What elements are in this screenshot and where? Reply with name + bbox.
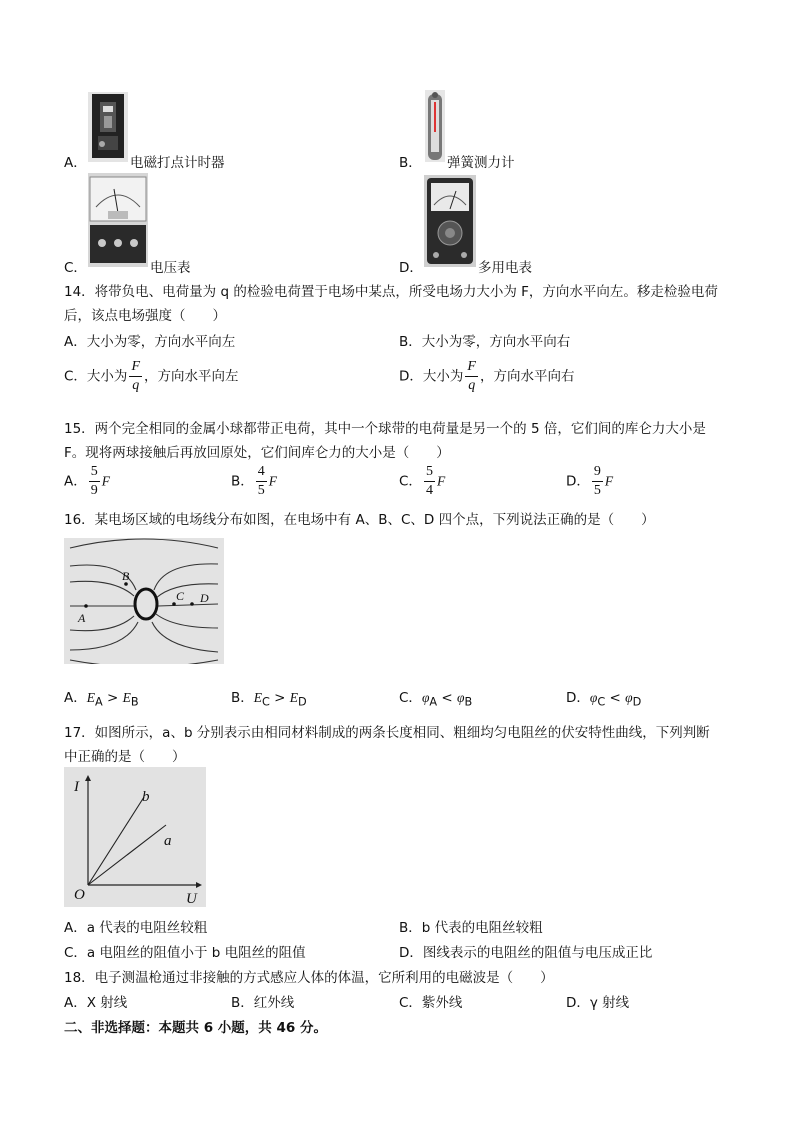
q13-option-d-letter: D． (399, 260, 423, 276)
section-two-heading: 二、非选择题：本题共 6 小题，共 46 分。 (64, 1020, 327, 1036)
operator: > (269, 690, 290, 706)
option-letter: A． (64, 690, 87, 706)
symbol: E (253, 690, 263, 705)
q18-option-d: D．γ 射线 (566, 995, 630, 1011)
fraction-denominator: 4 (425, 483, 433, 498)
q17-stem-line1: 17．如图所示，a、b 分别表示由相同材料制成的两条长度相同、粗细均匀电阻丝的伏安特性曲线，下列判断 (64, 725, 710, 741)
q15-stem-line2: F。现将两球接触后再放回原处，它们间库仑力的大小是（ ） (64, 445, 450, 461)
q14-option-d-prefix: D．大小为 (399, 368, 464, 385)
subscript: A (429, 695, 438, 709)
point-c-label: C (176, 589, 185, 603)
q16-stem: 16．某电场区域的电场线分布如图，在电场中有 A、B、C、D 四个点，下列说法正确的是（ ） (64, 512, 655, 528)
option-letter: A． (64, 473, 87, 490)
fraction-denominator: 5 (257, 483, 265, 498)
subscript: C (597, 695, 606, 709)
point-a-label: A (78, 611, 86, 625)
multimeter-photo (424, 175, 476, 267)
q16-option-c (399, 686, 472, 709)
fraction-numerator: 5 (89, 465, 100, 482)
point-b-label: B (122, 569, 130, 583)
symbol: E (122, 690, 131, 705)
q13-option-c-letter: C． (64, 260, 87, 276)
q14-option-d-suffix: ，方向水平向右 (479, 368, 575, 385)
q14-option-c-suffix: ，方向水平向左 (144, 368, 239, 385)
fraction (592, 465, 603, 498)
fraction-denominator: 9 (90, 483, 98, 498)
q14-option-b: B．大小为零，方向水平向右 (399, 334, 571, 350)
subscript: B (130, 695, 139, 709)
fraction-denominator: q (132, 378, 140, 393)
q18-option-b: B．红外线 (231, 995, 295, 1011)
option-letter: B． (231, 690, 254, 706)
q14-option-a: A．大小为零，方向水平向左 (64, 334, 236, 350)
symbol: E (86, 690, 95, 705)
operator: < (605, 690, 626, 706)
iv-graph (64, 767, 206, 907)
subscript: D (632, 695, 642, 709)
operator: > (102, 690, 123, 706)
option-letter: C． (399, 690, 422, 706)
symbol: φ (421, 690, 430, 705)
fraction-f-over-q (465, 360, 478, 393)
symbol: φ (625, 690, 633, 705)
operator: < (437, 690, 458, 706)
option-letter: C． (399, 473, 422, 490)
q13-option-b-label: 弹簧测力计 (447, 155, 515, 171)
q14-option-d (399, 360, 574, 393)
fraction-numerator: 5 (424, 465, 435, 482)
q14-stem-line2: 后，该点电场强度（ ） (64, 308, 226, 324)
q18-option-a: A．X 射线 (64, 995, 128, 1011)
q15-option-c (399, 465, 445, 498)
q17-option-d: D．图线表示的电阻丝的阻值与电压成正比 (399, 945, 653, 961)
q14-option-c (64, 360, 239, 393)
force-symbol: F (604, 473, 614, 489)
fraction-numerator: 4 (256, 465, 267, 482)
fraction-denominator: 5 (593, 483, 601, 498)
q15-option-d (566, 465, 613, 498)
fraction-numerator: F (129, 360, 142, 377)
q15-option-b (231, 465, 277, 498)
q13-option-b-letter: B． (399, 155, 422, 171)
electric-field-diagram (64, 538, 224, 664)
subscript: C (262, 695, 270, 709)
q13-option-c-label: 电压表 (150, 260, 191, 276)
q16-option-b (231, 686, 307, 709)
fraction-numerator: F (465, 360, 478, 377)
q17-stem-line2: 中正确的是（ ） (64, 749, 186, 765)
q14-option-c-prefix: C．大小为 (64, 368, 128, 385)
line-b-label: b (142, 789, 150, 805)
q15-option-a (64, 465, 110, 498)
q16-option-d (566, 686, 641, 709)
fraction-denominator: q (468, 378, 476, 393)
fraction-f-over-q (129, 360, 142, 393)
fraction (256, 465, 267, 498)
q17-option-b: B．b 代表的电阻丝较粗 (399, 920, 543, 936)
line-a-label: a (164, 833, 172, 849)
q13-option-a-letter: A． (64, 155, 87, 171)
q17-option-a: A．a 代表的电阻丝较粗 (64, 920, 208, 936)
option-letter: D． (566, 473, 590, 490)
option-letter: B． (231, 473, 254, 490)
point-d-label: D (200, 591, 209, 605)
spring-scale-photo (425, 90, 445, 162)
fraction (424, 465, 435, 498)
axis-i-label: I (74, 779, 79, 795)
voltmeter-photo (88, 173, 148, 267)
subscript: A (95, 695, 103, 709)
symbol: φ (457, 690, 465, 705)
q18-stem: 18．电子测温枪通过非接触的方式感应人体的体温，它所利用的电磁波是（ ） (64, 970, 554, 986)
fraction (89, 465, 100, 498)
q17-option-c: C．a 电阻丝的阻值小于 b 电阻丝的阻值 (64, 945, 306, 961)
timer-photo (88, 92, 128, 162)
axis-u-label: U (186, 891, 197, 907)
q16-option-a (64, 686, 139, 709)
fraction-numerator: 9 (592, 465, 603, 482)
symbol: φ (589, 690, 598, 705)
q15-stem-line1: 15．两个完全相同的金属小球都带正电荷，其中一个球带的电荷量是另一个的 5 倍，它们间的库仑力大小是 (64, 421, 706, 437)
origin-label: O (74, 887, 85, 903)
q13-option-d-label: 多用电表 (478, 260, 532, 276)
force-symbol: F (268, 473, 278, 489)
subscript: D (298, 695, 307, 709)
q14-stem-line1: 14．将带负电、电荷量为 q 的检验电荷置于电场中某点，所受电场力大小为 F，方向水平向左。移走检验电荷 (64, 284, 718, 300)
subscript: B (464, 695, 473, 709)
symbol: E (289, 690, 299, 705)
force-symbol: F (101, 473, 110, 489)
q18-option-c: C．紫外线 (399, 995, 463, 1011)
option-letter: D． (566, 690, 590, 706)
force-symbol: F (436, 473, 446, 489)
q13-option-a-label: 电磁打点计时器 (130, 155, 225, 171)
